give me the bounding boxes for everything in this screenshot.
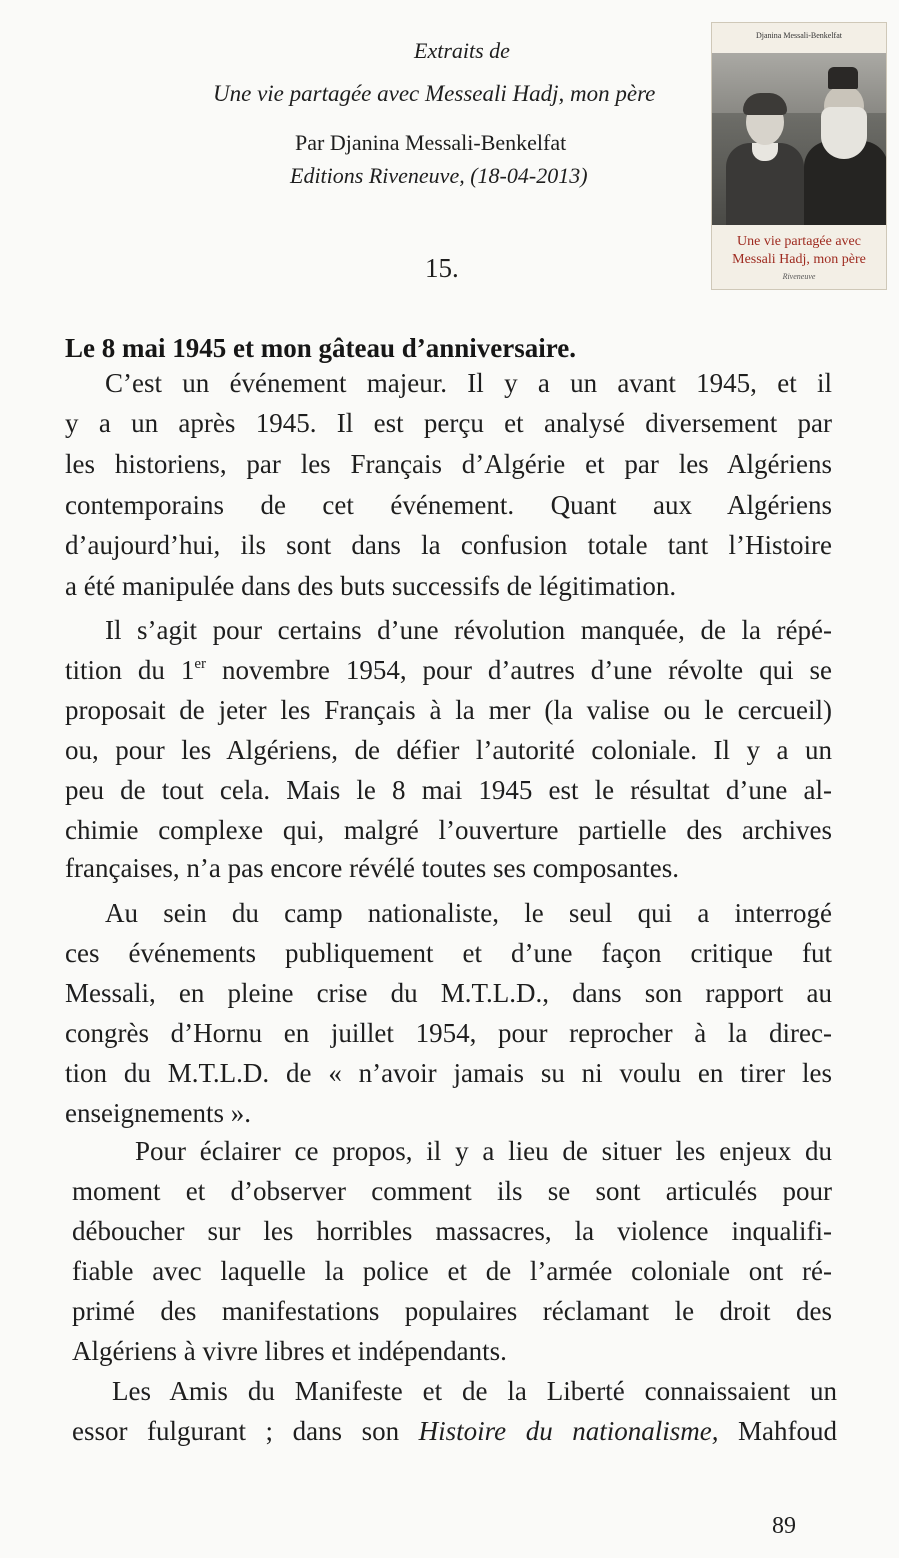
cover-photo-man: [804, 67, 887, 225]
page-number: 89: [772, 1513, 796, 1539]
italic-book-title: Histoire du nationalisme,: [418, 1416, 719, 1446]
body-line: proposait de jeter les Français à la mer (la valise ou le cercueil): [65, 695, 832, 725]
cover-photo: [712, 53, 887, 225]
header-book-title: Une vie partagée avec Messeali Hadj, mon père: [213, 81, 656, 106]
body-line: les historiens, par les Français d’Algérie et par les Algériens: [65, 449, 832, 479]
body-text: Mahfoud: [738, 1416, 837, 1446]
body-text: novembre 1954, pour d’autres d’une révolte qui se: [221, 655, 832, 685]
body-line: Algériens à vivre libres et indépendants.: [72, 1336, 507, 1366]
cover-photo-girl: [726, 93, 804, 225]
chapter-number: 15.: [425, 253, 459, 283]
cover-title-line2: Messali Hadj, mon père: [732, 252, 866, 267]
body-line: fiable avec laquelle la police et de l’armée coloniale ont ré-: [72, 1256, 832, 1286]
header-intro: Extraits de: [414, 38, 510, 63]
body-line: ces événements publiquement et d’une façon critique fut: [65, 938, 832, 968]
ordinal-superscript: er: [194, 656, 207, 672]
book-cover: [711, 22, 887, 290]
body-line: congrès d’Hornu en juillet 1954, pour reprocher à la direc-: [65, 1018, 832, 1048]
body-line: Pour éclairer ce propos, il y a lieu de situer les enjeux du: [135, 1136, 832, 1166]
body-line: primé des manifestations populaires réclamant le droit des: [72, 1296, 832, 1326]
body-line: Au sein du camp nationaliste, le seul qui a interrogé: [105, 898, 832, 928]
body-line: y a un après 1945. Il est perçu et analysé diversement par: [65, 408, 832, 438]
body-line: contemporains de cet événement. Quant aux Algériens: [65, 490, 832, 520]
body-line: moment et d’observer comment ils se sont articulés pour: [72, 1176, 832, 1206]
body-line: Il s’agit pour certains d’une révolution manquée, de la répé-: [105, 615, 832, 645]
body-line: a été manipulée dans des buts successifs de légitimation.: [65, 571, 677, 601]
body-line: ou, pour les Algériens, de défier l’autorité coloniale. Il y a un: [65, 735, 832, 765]
body-line-with-ordinal: [65, 654, 832, 686]
header-author: Par Djanina Messali-Benkelfat: [295, 130, 567, 155]
chapter-title: Le 8 mai 1945 et mon gâteau d’anniversaire.: [65, 333, 576, 363]
body-line: C’est un événement majeur. Il y a un avant 1945, et il: [105, 368, 832, 398]
cover-title-line1: Une vie partagée avec: [737, 234, 861, 249]
body-line: Les Amis du Manifeste et de la Liberté connaissaient un: [112, 1376, 837, 1406]
body-line: peu de tout cela. Mais le 8 mai 1945 est le résultat d’une al-: [65, 775, 832, 805]
body-line: tion du M.T.L.D. de « n’avoir jamais su ni voulu en tirer les: [65, 1058, 832, 1088]
body-line: Messali, en pleine crise du M.T.L.D., dans son rapport au: [65, 978, 832, 1008]
body-text: essor fulgurant ; dans son: [72, 1416, 400, 1446]
body-line: déboucher sur les horribles massacres, la violence inqualifi-: [72, 1216, 832, 1246]
body-line: enseignements ».: [65, 1098, 251, 1128]
cover-publisher-logo: Riveneuve: [782, 272, 816, 281]
cover-title: [712, 233, 886, 269]
body-line: françaises, n’a pas encore révélé toutes ses composantes.: [65, 853, 679, 883]
body-text: tition du 1: [65, 655, 195, 685]
body-line-with-italic: [72, 1415, 837, 1447]
body-line: chimie complexe qui, malgré l’ouverture partielle des archives: [65, 815, 832, 845]
body-line: d’aujourd’hui, ils sont dans la confusion totale tant l’Histoire: [65, 530, 832, 560]
cover-author: Djanina Messali-Benkelfat: [756, 31, 842, 40]
header-publisher: Editions Riveneuve, (18-04-2013): [290, 163, 588, 188]
